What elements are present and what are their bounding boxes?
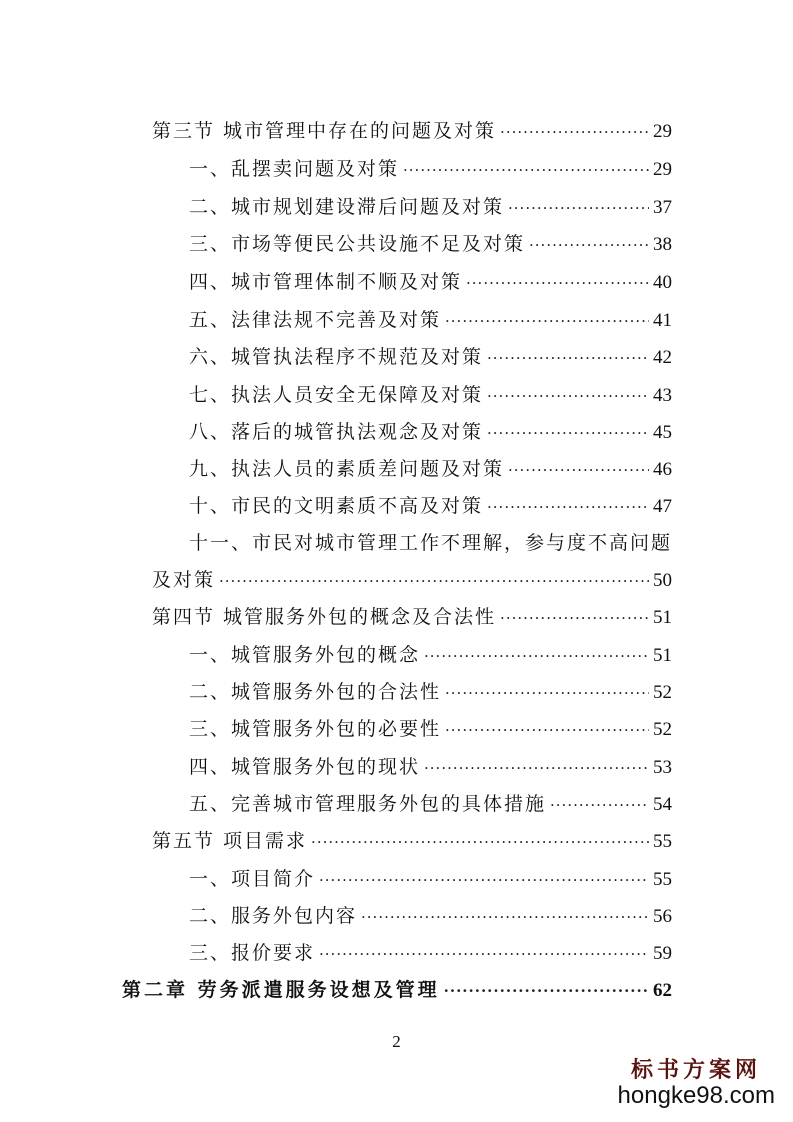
toc-entry[interactable] (189, 791, 672, 818)
dot-leader (487, 345, 649, 371)
toc-entry-title: 八、落后的城管执法观念及对策 (189, 421, 484, 443)
toc-entry-continuation[interactable] (152, 567, 672, 594)
toc-entry[interactable] (189, 642, 672, 669)
dot-leader (444, 978, 649, 1004)
toc-entry-page: 55 (653, 831, 672, 852)
toc-entry-title-first-line[interactable]: 十一、市民对城市管理工作不理解，参与度不高问题 (189, 532, 673, 554)
toc-entry-page: 50 (653, 570, 672, 591)
toc-entry-page: 59 (653, 943, 672, 964)
toc-entry[interactable] (189, 940, 672, 967)
toc-entry-title: 三、城管服务外包的必要性 (189, 718, 442, 740)
toc-entry[interactable] (189, 456, 672, 483)
toc-entry-page: 37 (653, 197, 672, 218)
toc-entry[interactable] (189, 269, 672, 296)
dot-leader (424, 643, 649, 669)
toc-entry-page: 55 (653, 869, 672, 890)
toc-entry-page: 52 (653, 682, 672, 703)
dot-leader (550, 792, 649, 818)
dot-leader (445, 717, 649, 743)
toc-entry-page: 47 (653, 496, 672, 517)
toc-entry-title: 二、城管服务外包的合法性 (189, 681, 442, 703)
toc-entry[interactable] (189, 194, 672, 221)
toc-entry[interactable] (189, 679, 672, 706)
toc-entry-title: 一、乱摆卖问题及对策 (189, 158, 400, 180)
toc-entry[interactable] (189, 754, 672, 781)
toc-entry-page: 41 (653, 310, 672, 331)
dot-leader (487, 420, 649, 446)
watermark-cn: 标书方案网 (630, 1057, 761, 1083)
toc-entry-page: 42 (653, 347, 672, 368)
page-number: 2 (392, 1032, 401, 1051)
toc-chapter-entry[interactable] (122, 977, 672, 1004)
toc-entry-page: 46 (653, 459, 672, 480)
toc-entry-title: 十、市民的文明素质不高及对策 (189, 495, 484, 517)
toc-entry-title-continuation: 及对策 (152, 569, 216, 591)
dot-leader (219, 568, 649, 594)
toc-entry-page: 29 (653, 159, 672, 180)
toc-entry[interactable] (189, 307, 672, 334)
dot-leader (500, 605, 649, 631)
toc-entry[interactable] (189, 344, 672, 371)
toc-entry[interactable] (189, 231, 672, 258)
toc-entry[interactable] (152, 118, 672, 145)
toc-entry-title: 四、城市管理体制不顺及对策 (189, 271, 463, 293)
dot-leader (319, 941, 649, 967)
watermark (618, 1053, 775, 1110)
toc-entry-title: 一、城管服务外包的概念 (189, 644, 421, 666)
toc-entry[interactable] (189, 156, 672, 183)
toc-entry-title: 六、城管执法程序不规范及对策 (189, 346, 484, 368)
toc-entry-page: 51 (653, 645, 672, 666)
toc-entry[interactable] (189, 382, 672, 409)
dot-leader (319, 867, 649, 893)
toc-entry-page: 45 (653, 422, 672, 443)
toc-entry[interactable] (189, 493, 672, 520)
toc-entry-page: 40 (653, 272, 672, 293)
toc-entry-title: 五、完善城市管理服务外包的具体措施 (189, 793, 547, 815)
toc-entry[interactable] (152, 604, 672, 631)
toc-entry-title: 五、法律法规不完善及对策 (189, 309, 442, 331)
dot-leader (487, 383, 649, 409)
toc-entry-title: 三、市场等便民公共设施不足及对策 (189, 233, 526, 255)
toc-entry-page: 54 (653, 794, 672, 815)
toc-entry-title: 第二章 劳务派遣服务设想及管理 (122, 979, 440, 1001)
toc-entry-page: 62 (653, 980, 672, 1001)
toc-entry-page: 52 (653, 719, 672, 740)
dot-leader (529, 232, 649, 258)
toc-entry-page: 51 (653, 607, 672, 628)
dot-leader (508, 195, 649, 221)
toc-entry-title: 第三节 城市管理中存在的问题及对策 (152, 120, 497, 142)
dot-leader (508, 457, 649, 483)
dot-leader (361, 904, 649, 930)
toc-entry-page: 38 (653, 234, 672, 255)
dot-leader (311, 829, 649, 855)
toc-entry-title: 九、执法人员的素质差问题及对策 (189, 458, 505, 480)
toc-entry-title: 一、项目简介 (189, 868, 316, 890)
dot-leader (466, 270, 649, 296)
dot-leader (487, 494, 649, 520)
dot-leader (500, 119, 649, 145)
watermark-url: hongke98.com (617, 1082, 775, 1109)
toc-entry-title: 第四节 城管服务外包的概念及合法性 (152, 606, 497, 628)
toc-entry[interactable] (189, 866, 672, 893)
toc-entry-page: 56 (653, 906, 672, 927)
toc-entry-title: 二、服务外包内容 (189, 905, 358, 927)
toc-entry-title: 四、城管服务外包的现状 (189, 756, 421, 778)
toc-entry[interactable] (189, 716, 672, 743)
toc-entry-title: 第五节 项目需求 (152, 830, 308, 852)
toc-entry[interactable] (152, 828, 672, 855)
toc-entry[interactable] (189, 903, 672, 930)
dot-leader (424, 755, 649, 781)
dot-leader (403, 157, 649, 183)
toc-entry-page: 43 (653, 385, 672, 406)
dot-leader (445, 680, 649, 706)
toc-entry-title: 二、城市规划建设滞后问题及对策 (189, 196, 505, 218)
dot-leader (445, 308, 649, 334)
toc-entry-title: 三、报价要求 (189, 942, 316, 964)
toc-entry-page: 29 (653, 121, 672, 142)
toc-entry-title: 七、执法人员安全无保障及对策 (189, 384, 484, 406)
toc-entry-page: 53 (653, 757, 672, 778)
toc-entry[interactable] (189, 419, 672, 446)
